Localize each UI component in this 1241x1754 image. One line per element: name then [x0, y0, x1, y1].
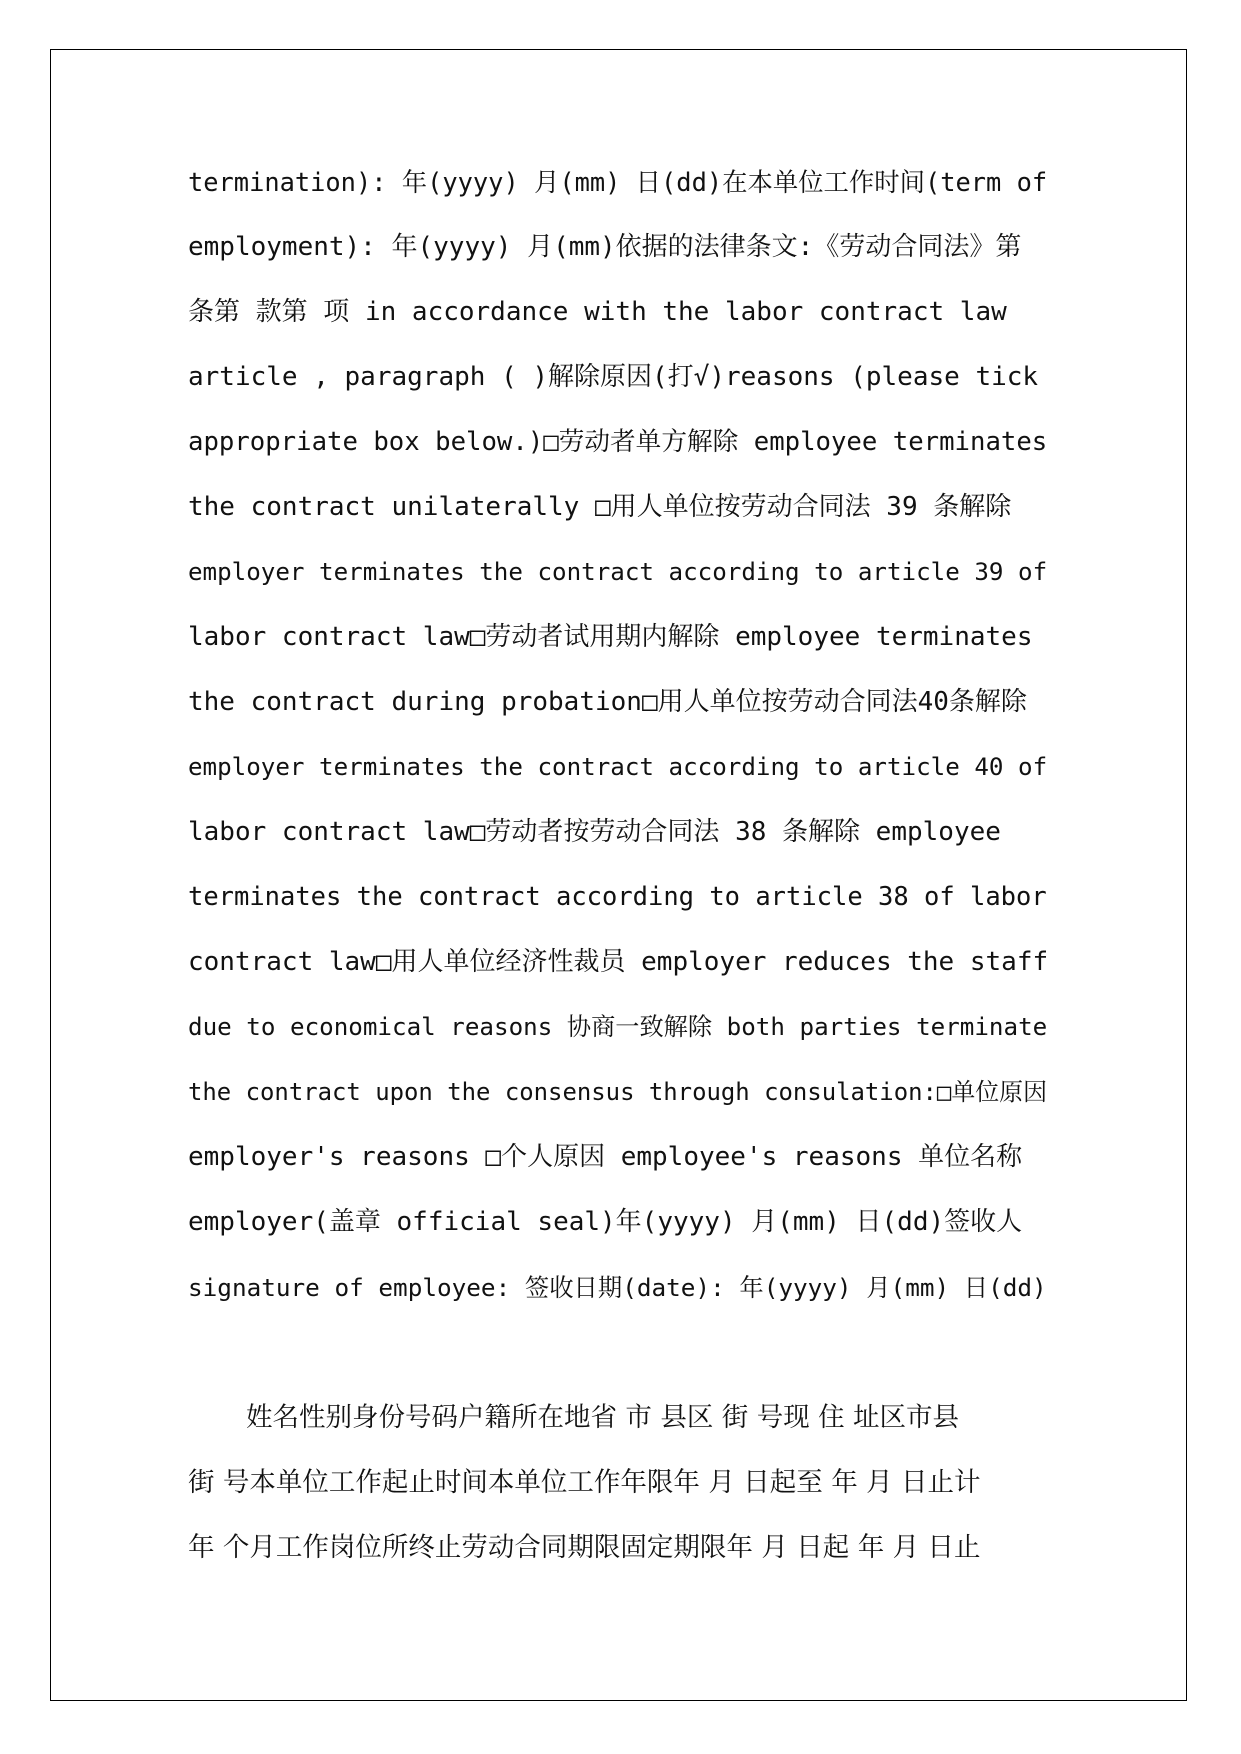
text-line: termination): 年(yyyy) 月(mm) 日(dd)在本单位工作时间(term of	[188, 167, 1048, 197]
termination-paragraph	[188, 150, 1052, 1320]
text-line: the contract upon the consensus through consulation:□单位原因	[188, 1078, 1048, 1106]
text-line: terminates the contract according to article 38 of labor	[188, 882, 1047, 912]
text-line: employer terminates the contract according to article 40 of	[188, 753, 1048, 781]
text-line: signature of employee: 签收日期(date): 年(yyyy) 月(mm) 日(dd)	[188, 1273, 1047, 1302]
text-line: the contract unilaterally □用人单位按劳动合同法 39 条解除	[188, 492, 1012, 522]
personal-info-paragraph	[188, 1385, 1052, 1580]
text-line: 条第 款第 项 in accordance with the labor contract law	[188, 297, 1007, 327]
text-line: 街 号本单位工作起止时间本单位工作年限年 月 日起至 年 月 日止计	[188, 1467, 981, 1498]
text-line: contract law□用人单位经济性裁员 employer reduces the staff	[188, 947, 1049, 977]
text-line: employer(盖章 official seal)年(yyyy) 月(mm) 日(dd)签收人	[188, 1207, 1023, 1237]
text-line: the contract during probation□用人单位按劳动合同法40条解除	[188, 687, 1027, 717]
text-line: due to economical reasons 协商一致解除 both parties terminate	[188, 1013, 1048, 1041]
document-body	[188, 150, 1052, 1580]
text-line: article , paragraph ( )解除原因(打√)reasons (please tick	[188, 362, 1039, 392]
text-line: 姓名性别身份号码户籍所在地省 市 县区 街 号现 住 址区市县	[246, 1402, 960, 1433]
text-line: employer's reasons □个人原因 employee's reasons 单位名称	[188, 1142, 1023, 1172]
text-line: employment): 年(yyyy) 月(mm)依据的法律条文:《劳动合同法》第	[188, 232, 1022, 262]
text-line: employer terminates the contract according to article 39 of	[188, 558, 1048, 586]
text-line: labor contract law□劳动者试用期内解除 employee terminates	[188, 622, 1033, 652]
text-line: 年 个月工作岗位所终止劳动合同期限固定期限年 月 日起 年 月 日止	[188, 1532, 981, 1563]
text-line: labor contract law□劳动者按劳动合同法 38 条解除 employee	[188, 817, 1001, 847]
text-line: appropriate box below.)□劳动者单方解除 employee terminates	[188, 427, 1048, 457]
paragraph-gap	[188, 1320, 1052, 1385]
